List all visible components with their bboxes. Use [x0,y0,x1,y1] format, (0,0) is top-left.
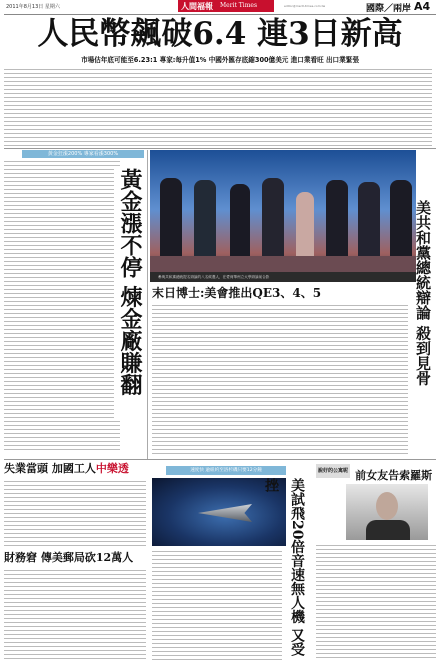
drone-story-body [152,550,282,660]
drone-banner [166,466,286,475]
candidate-figure [262,178,284,256]
logo-text: 人間福報 [181,2,213,11]
masthead-rule [4,14,436,15]
lead-headline: 人民幣飆破6.4 連3日新高 [37,16,403,52]
page-number: A4 [414,0,431,13]
candidate-figure [326,180,348,256]
soros-label: 說好的公寓呢 [316,464,350,478]
jobs-story-body [4,480,146,546]
soros-header [316,464,436,480]
gold-banner [22,150,144,158]
gold-column-divider [147,150,148,460]
lead-subtitle: 市場估年底可能至6.23:1 專家:每升值1% 中國外匯存底縮300億美元 進口業看旺 出口業緊張 [81,56,359,64]
photo-caption: 參與共和黨總統提名辯論的八名候選人，在愛荷華州立大學辯論前合影 [150,272,416,282]
qe3-story-body [152,304,408,456]
candidate-figure [230,184,250,256]
soros-title: 前女友告索羅斯 [355,469,433,482]
candidate-figure [160,178,182,256]
portrait-head [376,492,398,520]
logo-en: Merit Times [220,2,258,9]
drone-title: 美試飛20倍音速無人機 又受挫 [263,478,305,657]
gold-title: 黃金漲不停 煉金廠賺翻 [114,168,146,418]
masthead-logo [178,0,274,12]
section-divider [4,459,436,460]
jobs-title [4,462,150,476]
qe3-title: 末日博士:美會推出QE3、4、5 [152,286,322,300]
stage-floor [150,256,416,272]
gold-banner-text: 黃金狂漲200% 專家看漲300% [47,151,119,157]
jobs-title-text: 失業當頭 加國工人 [4,462,96,475]
postal-story-body [4,569,146,659]
lead-story-divider [4,148,436,149]
lead-story-body [4,68,432,146]
section-name: 國際／兩岸 [366,4,412,14]
candidate-figure [194,180,216,256]
postal-title: 財務窘 傳美郵局砍12萬人 [4,551,134,564]
candidates-photo [150,150,416,282]
masthead [0,0,440,14]
candidate-figure [296,192,314,256]
gold-story-body [4,160,120,452]
issue-date: 2011年8月13日 星期六 [6,4,60,10]
soros-photo [346,484,428,540]
drone-banner-text: 速度快 逾紐約至洛杉磯只要12分鐘 [190,468,262,473]
soros-story-body [316,544,436,660]
masthead-email: editor@merit-times.com.tw [284,4,326,8]
portrait-body [366,520,410,540]
debate-title: 美共和黨總統辯論 殺到見骨 [414,200,432,386]
candidate-figure [358,182,380,256]
jobs-title-accent: 中樂透 [95,462,129,475]
hypersonic-aircraft [198,504,252,522]
candidate-figure [390,180,412,256]
